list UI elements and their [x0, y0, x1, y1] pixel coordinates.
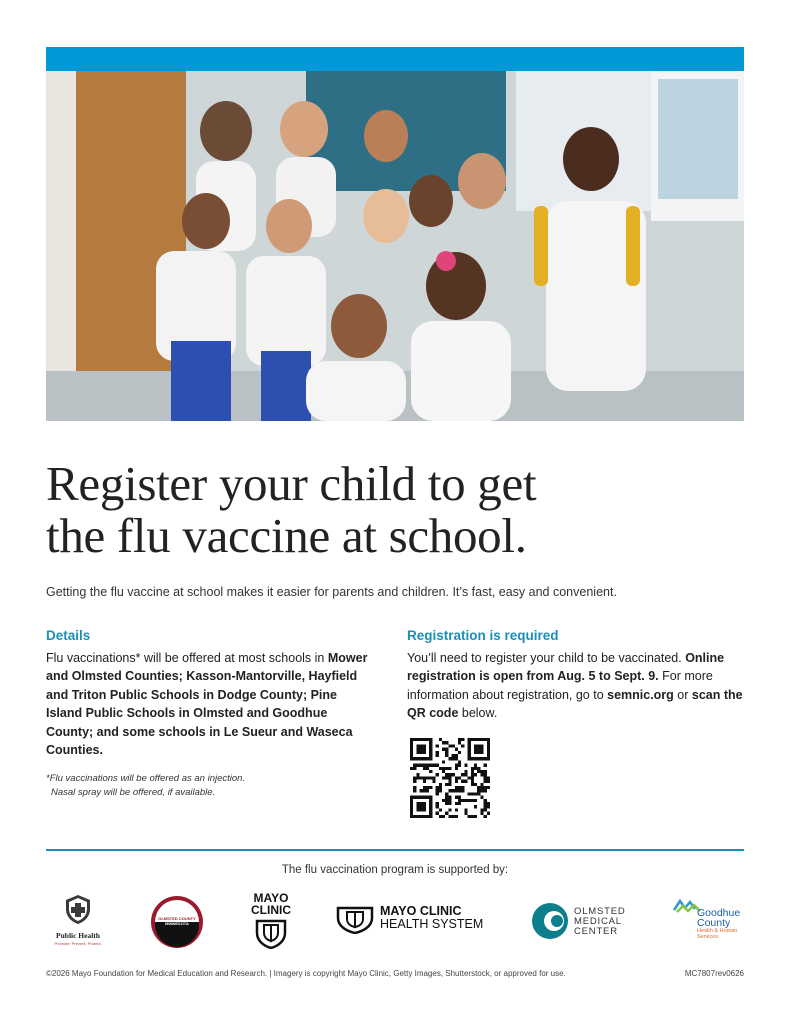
details-paragraph — [46, 649, 376, 760]
section-divider — [46, 849, 744, 851]
footer-copyright: ©2026 Mayo Foundation for Medical Education and Research. | Imagery is copyright Mayo Clinic, Getty Images, Shutterstock, or approved for use. — [46, 969, 566, 978]
goodhue-line-3: Health & Human — [697, 928, 738, 934]
details-schools: Mower and Olmsted Counties; Kasson-Mantorville, Hayfield and Triton Public Schools in Dodge County; Pine Island Public Schools in Olmsted and Goodhue County; and some schools in Le Sueur and Waseca Counties. — [46, 650, 368, 757]
registration-text-4: below. — [458, 706, 498, 720]
details-footnote — [46, 772, 376, 800]
registration-dates: Online registration is open from Aug. 5 to Sept. 9. — [407, 650, 725, 683]
registration-section — [407, 627, 747, 723]
page-headline — [46, 458, 746, 562]
children-group-photo — [46, 71, 744, 421]
olmsted-medical-line-1: OLMSTED — [574, 906, 626, 917]
olmsted-county-logo — [150, 895, 204, 949]
headline-line-1: Register your child to get — [46, 456, 537, 511]
public-health-shield-icon — [62, 893, 94, 925]
goodhue-line-2: County — [697, 917, 731, 929]
qr-code-icon[interactable] — [410, 738, 490, 818]
goodhue-line-4: Services — [697, 934, 719, 940]
registration-website-link[interactable]: semnic.org — [607, 687, 674, 702]
footnote-line-2: Nasal spray will be offered, if available. — [51, 786, 216, 798]
public-health-logo — [48, 893, 108, 949]
registration-scan-qr: scan the QR code — [407, 687, 743, 720]
olmsted-county-state: MINNESOTA — [165, 921, 189, 926]
details-text: Flu vaccinations* will be offered at most schools in — [46, 650, 328, 665]
headline-line-2: the flu vaccine at school. — [46, 508, 527, 563]
top-accent-bar — [46, 47, 744, 71]
public-health-tagline: Promote. Prevent. Protect. — [54, 941, 102, 946]
olmsted-medical-center-logo — [530, 901, 640, 941]
footer-document-code: MC7807rev0626 — [684, 969, 744, 978]
mayo-clinic-line-1: MAYO — [253, 891, 289, 905]
footnote-line-1: *Flu vaccinations will be offered as an injection. — [46, 772, 246, 784]
registration-heading: Registration is required — [407, 628, 559, 643]
olmsted-medical-line-2: MEDICAL — [574, 916, 622, 927]
mayo-clinic-logo — [244, 892, 298, 950]
mayo-health-system-line-2: HEALTH SYSTEM — [380, 917, 484, 931]
olmsted-medical-line-3: CENTER — [574, 926, 618, 937]
supported-by-text: The flu vaccination program is supported by: — [281, 864, 509, 876]
registration-text-3: or — [673, 687, 692, 702]
mayo-shields-icon — [254, 919, 288, 949]
intro-text: Getting the flu vaccine at school makes it easier for parents and children. It’s fast, easy and convenient. — [46, 585, 617, 599]
olmsted-county-name: OLMSTED COUNTY — [158, 916, 196, 921]
goodhue-county-logo — [673, 898, 748, 946]
mayo-health-system-shields-icon — [336, 906, 374, 934]
goodhue-line-1: Goodhue — [697, 907, 741, 919]
mayo-health-system-logo — [336, 904, 496, 936]
registration-paragraph — [407, 649, 747, 723]
registration-text-2: For more information about registration, go to — [407, 669, 713, 702]
mayo-health-system-line-1: MAYO CLINIC — [380, 904, 462, 918]
page-footer — [46, 969, 744, 978]
mayo-clinic-line-2: CLINIC — [251, 903, 291, 917]
olmsted-medical-center-emblem-icon — [530, 901, 570, 941]
details-section — [46, 627, 376, 800]
details-heading: Details — [46, 628, 91, 643]
public-health-name: Public Health — [56, 931, 100, 940]
registration-text-1: You’ll need to register your child to be vaccinated. — [407, 650, 686, 665]
